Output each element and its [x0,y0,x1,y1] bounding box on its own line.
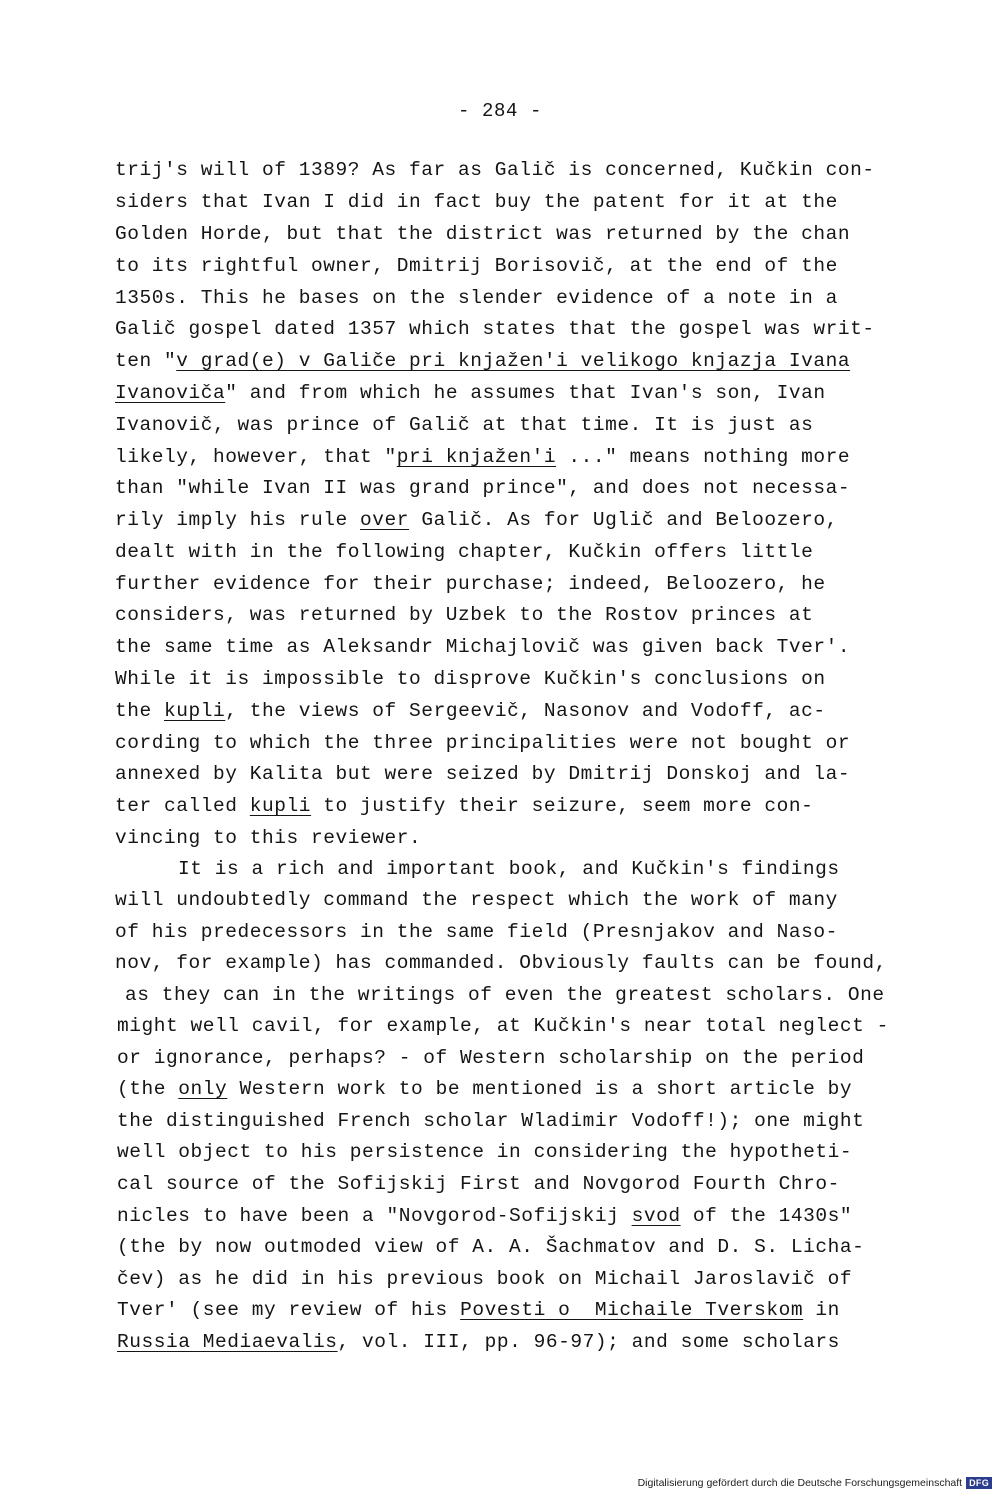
text-line [117,1077,852,1101]
text-run: , vol. III, pp. 96-97); and some scholars [337,1331,840,1353]
text-run: well object to his persistence in considering the hypotheti- [117,1141,853,1163]
text-line [115,445,850,469]
text-run: 1350s. This he bases on the slender evidence of a note in a [115,287,838,309]
text-run: (the by now outmoded view of A. A. Šachmatov and D. S. Licha- [117,1236,865,1258]
underlined-phrase: Russia Mediaevalis [117,1331,338,1353]
underlined-phrase: kupli [249,795,312,817]
text-run: might well cavil, for example, at Kučkin's near total neglect - [117,1015,889,1037]
text-run: further evidence for their purchase; indeed, Beloozero, he [115,573,826,595]
underlined-phrase: over [360,509,410,531]
underlined-phrase: svod [631,1205,681,1227]
text-line [117,1046,864,1070]
text-line [117,1140,852,1164]
text-line [115,317,875,341]
text-run: ter called [115,795,250,817]
text-run: (the [117,1078,179,1100]
underlined-phrase: v grad(e) v Galiče pri knjažen'i velikogo knjazja Ivana [176,350,851,372]
text-run: ten " [115,350,177,372]
text-run: siders that Ivan I did in fact buy the patent for it at the [115,191,838,213]
text-run: Galič gospel dated 1357 which states that the gospel was writ- [115,318,875,340]
text-run: nov, for example) has commanded. Obviously faults can be found, [115,952,887,974]
text-line [115,158,875,182]
text-run: of his predecessors in the same field (Presnjakov and Naso- [115,921,838,943]
text-run: the [115,700,165,722]
text-line [115,476,850,500]
text-line [117,1330,840,1354]
text-run: cal source of the Sofijskij First and Novgorod Fourth Chro- [117,1173,840,1195]
footer-credit [638,1477,992,1489]
text-run: considers, was returned by Uzbek to the Rostov princes at [115,604,814,626]
text-line [115,951,887,975]
text-run: Galič. As for Uglič and Beloozero, [409,509,838,531]
text-run: in [803,1299,840,1321]
text-line [117,1298,840,1322]
underlined-phrase: only [178,1078,228,1100]
text-run: rily imply his rule [115,509,361,531]
text-line [115,254,838,278]
page-number: - 284 - [457,100,542,122]
underlined-phrase: Povesti o Michaile Tverskom [460,1299,804,1321]
text-run: to justify their seizure, seem more con- [311,795,814,817]
text-line [115,572,826,596]
text-run: to its rightful owner, Dmitrij Borisovič, at the end of the [115,255,838,277]
text-line [117,1109,864,1133]
text-line [117,1204,852,1228]
text-run: " and from which he assumes that Ivan's son, Ivan [225,382,826,404]
text-run: dealt with in the following chapter, Kučkin offers little [115,541,814,563]
text-line [115,762,850,786]
text-line [178,857,840,881]
text-run: will undoubtedly command the respect which the work of many [115,889,838,911]
text-line [115,222,850,246]
underlined-phrase: pri knjažen'i [396,446,557,468]
text-run: vincing to this reviewer. [115,827,422,849]
text-run: While it is impossible to disprove Kučkin's conclusions on [115,668,826,690]
text-run: ..." means nothing more [556,446,851,468]
text-run: Ivanovič, was prince of Galič at that time. It is just as [115,414,814,436]
text-line [115,826,421,850]
text-run: annexed by Kalita but were seized by Dmitrij Donskoj and la- [115,763,851,785]
text-run: nicles to have been a "Novgorod-Sofijskij [117,1205,632,1227]
text-run: the distinguished French scholar Wladimir Vodoff!); one might [117,1110,865,1132]
text-run: as they can in the writings of even the greatest scholars. One [125,984,885,1006]
text-line [115,286,838,310]
text-line [115,603,813,627]
text-run: It is a rich and important book, and Kučkin's findings [178,858,840,880]
dfg-logo: DFG [966,1477,992,1489]
text-run: Tver' (see my review of his [117,1299,461,1321]
text-run: cording to which the three principalities were not bought or [115,732,851,754]
text-line [115,699,826,723]
text-line [115,731,850,755]
text-run: Golden Horde, but that the district was returned by the chan [115,223,851,245]
text-line [117,1014,889,1038]
text-run: likely, however, that " [115,446,397,468]
text-line [117,1172,840,1196]
text-line [115,349,850,373]
text-line [117,1267,852,1291]
text-run: trij's will of 1389? As far as Galič is concerned, Kučkin con- [115,159,875,181]
text-line [115,920,838,944]
underlined-phrase: Ivanoviča [115,382,226,404]
text-run: the same time as Aleksandr Michajlovič was given back Tver'. [115,636,851,658]
underlined-phrase: kupli [164,700,226,722]
text-line [115,190,838,214]
text-line [117,1235,864,1259]
text-line [115,888,838,912]
text-line [115,667,826,691]
text-run: Western work to be mentioned is a short article by [227,1078,853,1100]
text-line [115,540,813,564]
text-run: or ignorance, perhaps? - of Western scholarship on the period [117,1047,865,1069]
text-run: than "while Ivan II was grand prince", and does not necessa- [115,477,851,499]
text-line [125,983,885,1007]
text-run: of the 1430s" [680,1205,853,1227]
text-line [115,635,850,659]
text-line [115,508,838,532]
text-line [115,413,813,437]
text-run: čev) as he did in his previous book on Michail Jaroslavič of [117,1268,853,1290]
text-line [115,794,813,818]
text-line [115,381,826,405]
footer-text: Digitalisierung gefördert durch die Deutsche Forschungsgemeinschaft [637,1477,963,1489]
text-run: , the views of Sergeevič, Nasonov and Vodoff, ac- [225,700,826,722]
